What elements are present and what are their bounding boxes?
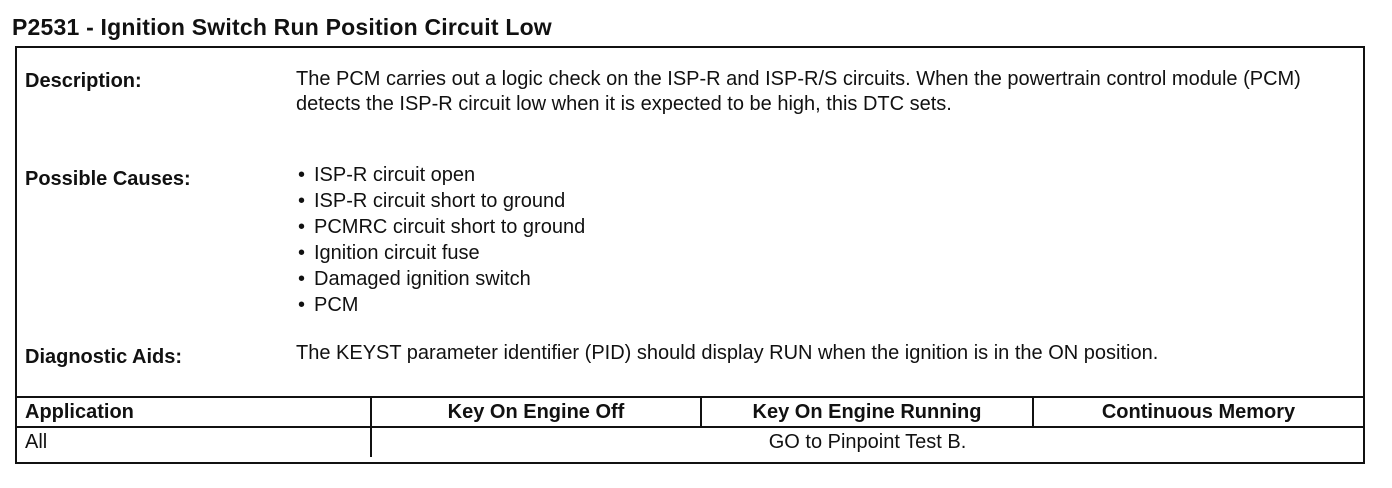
list-item: • PCMRC circuit short to ground bbox=[296, 214, 1356, 240]
list-item: • Ignition circuit fuse bbox=[296, 240, 1356, 266]
column-header-koer: Key On Engine Running bbox=[701, 397, 1033, 427]
description-label: Description: bbox=[25, 70, 142, 92]
list-item: • PCM bbox=[296, 292, 1356, 318]
diagnostic-aids-text: The KEYST parameter identifier (PID) should display RUN when the ignition is in the ON position. bbox=[296, 342, 1159, 364]
application-table bbox=[17, 396, 1363, 457]
application-cell: All bbox=[17, 427, 371, 457]
action-cell: GO to Pinpoint Test B. bbox=[371, 427, 1363, 457]
list-item: • ISP-R circuit open bbox=[296, 162, 1356, 188]
table-row bbox=[17, 427, 1363, 457]
column-header-continuous-memory: Continuous Memory bbox=[1033, 397, 1363, 427]
possible-causes-list bbox=[296, 162, 1356, 318]
dtc-info-box bbox=[15, 46, 1365, 464]
diagnostic-aids-label: Diagnostic Aids: bbox=[25, 346, 183, 368]
page-title: P2531 - Ignition Switch Run Position Circuit Low bbox=[12, 14, 552, 40]
column-header-koeo: Key On Engine Off bbox=[371, 397, 701, 427]
possible-causes-list-wrap bbox=[296, 162, 1356, 318]
possible-causes-label: Possible Causes: bbox=[25, 168, 191, 190]
table-header-row bbox=[17, 397, 1363, 427]
description-text: The PCM carries out a logic check on the ISP-R and ISP-R/S circuits. When the powertrain control module (PCM) detects the ISP-R circuit low when it is expected to be high, this DTC sets. bbox=[296, 68, 1301, 115]
column-header-application: Application bbox=[17, 397, 371, 427]
list-item: • Damaged ignition switch bbox=[296, 266, 1356, 292]
list-item: • ISP-R circuit short to ground bbox=[296, 188, 1356, 214]
